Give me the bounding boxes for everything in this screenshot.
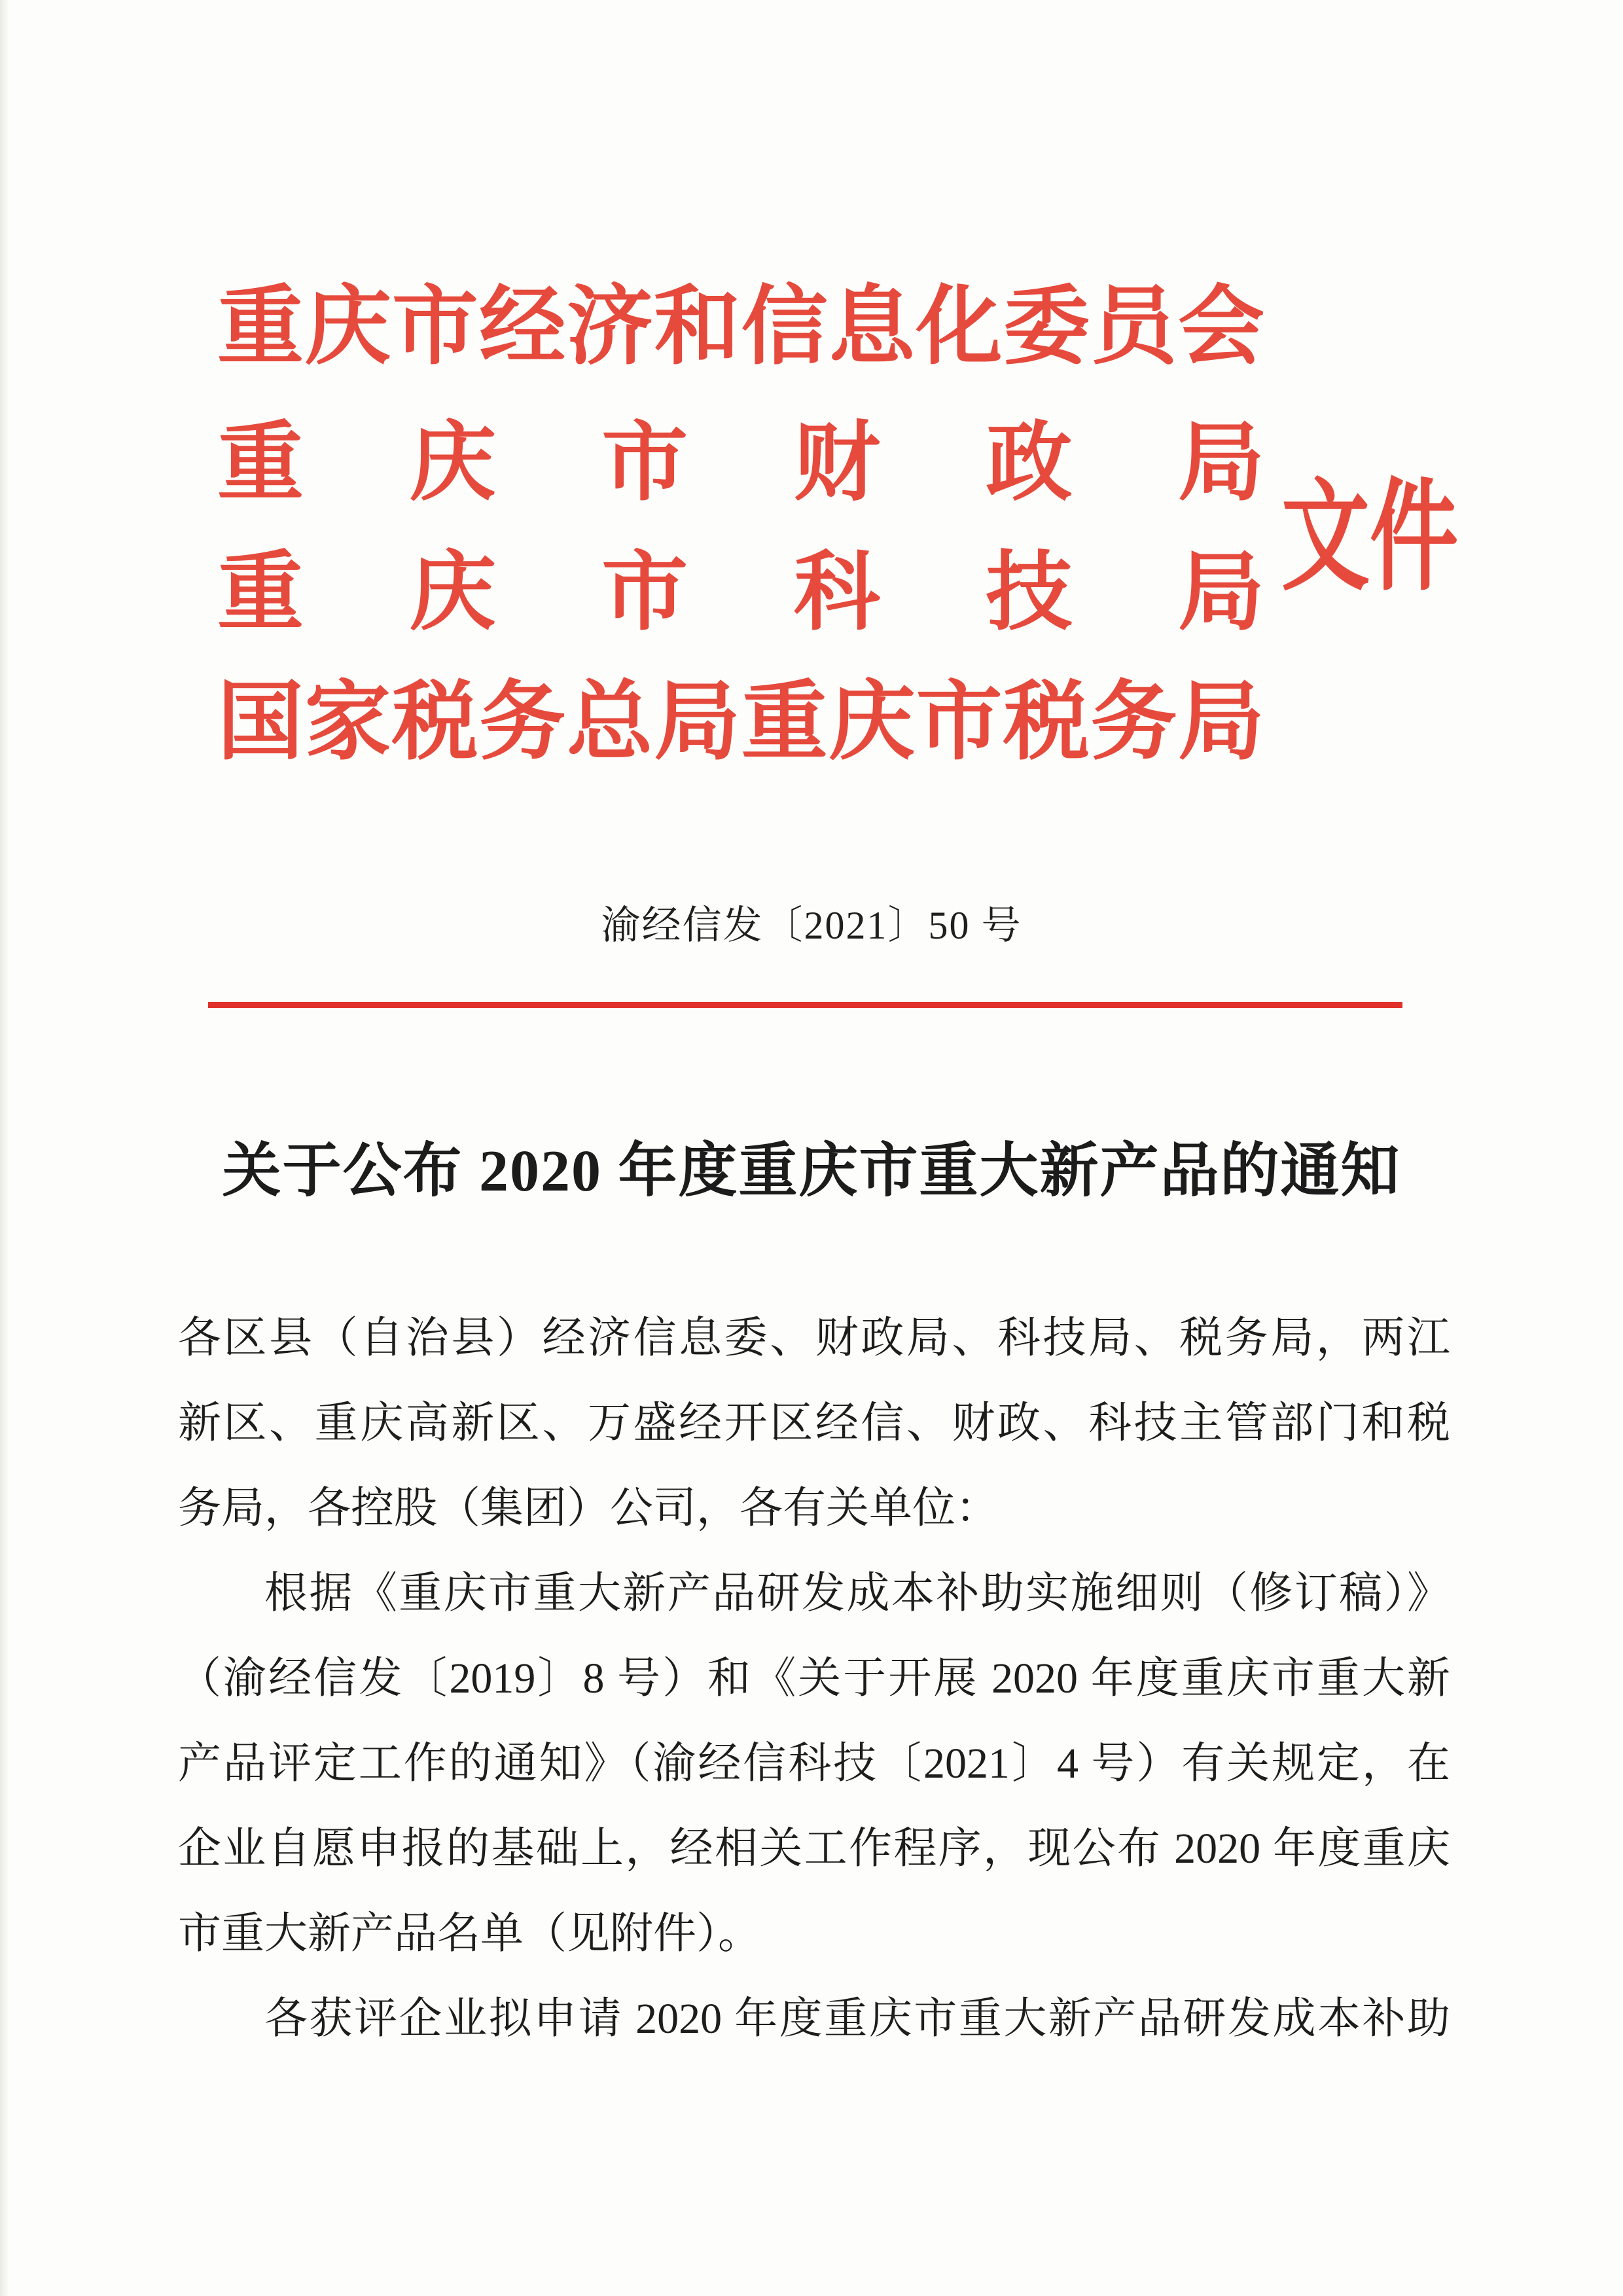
document-body (178, 1296, 1450, 2062)
agency-line-economic-information-commission: 重庆市经济和信息化委员会 (217, 279, 1264, 375)
body-line: 企业自愿申报的基础上，经相关工作程序，现公布 2020 年度重庆 (178, 1825, 1450, 1873)
body-line: 产品评定工作的通知》（渝经信科技〔2021〕4 号）有关规定，在 (178, 1740, 1450, 1787)
body-line: （渝经信发〔2019〕8 号）和《关于开展 2020 年度重庆市重大新 (178, 1655, 1450, 1702)
red-divider-rule (208, 1002, 1402, 1008)
body-line: 务局，各控股（集团）公司，各有关单位： (178, 1484, 999, 1532)
body-line: 各获评企业拟申请 2020 年度重庆市重大新产品研发成本补助 (264, 1995, 1450, 2043)
body-line: 市重大新产品名单（见附件）。 (178, 1910, 761, 1958)
doc-number: 渝经信发〔2021〕50 号 (601, 904, 1022, 947)
doc-type-label: 文件 (1281, 471, 1459, 605)
body-line: 新区、重庆高新区、万盛经开区经信、财政、科技主管部门和税 (178, 1399, 1450, 1447)
agency-line-science-technology-bureau: 重庆市科技局 (217, 545, 1264, 641)
agency-line-finance-bureau: 重庆市财政局 (217, 415, 1264, 511)
body-line: 根据《重庆市重大新产品研发成本补助实施细则（修订稿）》 (264, 1570, 1450, 1617)
agency-line-taxation-bureau: 国家税务总局重庆市税务局 (217, 674, 1264, 770)
document-title: 关于公布 2020 年度重庆市重大新产品的通知 (222, 1139, 1401, 1204)
body-line: 各区县（自治县）经济信息委、财政局、科技局、税务局，两江 (178, 1314, 1450, 1362)
